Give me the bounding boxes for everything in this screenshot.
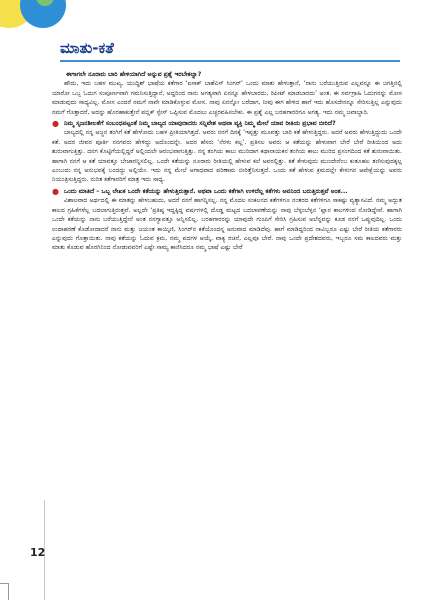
question-2: ನಿಮ್ಮ ಸೃಜನಶೀಲತೆಗೆ ಸಂಬಂಧಪಟ್ಟಂತೆ ನಿಮ್ಮ ಬಾಲ್ಯದ ಯಾವುದಾದರು ಸನ್ನಿವೇಶ ಅಥವಾ ವ್ಯಕ್ತಿ ನಿಮ್ಮ ಮೇಲೆ ಯಾವ ರೀತಿಯ ಪ್ರಭಾವ ಬೀರಿದೆ?	[64, 120, 336, 128]
question-2-row	[52, 119, 402, 128]
bullet-icon: ●	[52, 186, 59, 196]
bullet-icon: ●	[52, 119, 59, 129]
question-3-row	[52, 187, 402, 196]
answer-1: ಹೌದು, ಇದು ಬಹಳ ಮುಖ್ಯ. ಯುದ್ಧಿಶ್ ಭಾಷೆಯ ಕತೆಗಾರ ‘ಐಸಾಕ್ ಬಾಶೆವಿಸ್ ಸಿಂಗರ್’ ಒಂದು ಮಾತು ಹೇಳುತ್ತಾನೆ, ‘ನಾನು ಬರೆಯುತ್ತಿರುವ ಎಲ್ಲವನ್ನೂ ಈ ಜಗತ್ತಿನಲ್ಲಿ ಯಾರೋ ಒಬ್ಬ ಓದುಗ ಸಂಪೂರ್ಣವಾಗಿ ಗಮನಿಸುತ್ತಿದ್ದಾನೆ, ಅದ್ದರಿಂದ ನಾನು ಅಗತ್ಯವಾಗಿ ಏನನ್ನೂ ಹೇಳಬಾರದು, ರಿಪೀಟ್ ಮಾಡಬಾರದು’ ಅಂತ. ಈ ಸರ್ವಗ್ರಾಹಿ ಓದುಗನನ್ನು ಮೋಸ ಮಾಡುವುದು ಸಾಧ್ಯವಿಲ್ಲ. ಮೋಸ ಎಂದರೆ ನಮಗೆ ನಾವೇ ಮಾಡಿಕೊಳ್ಳುವ ಮೋಸ. ನಾವು ಏನನ್ನೋ ಬರೆದಾಗ, ನೀವು ಈಗ ಹೇಳಿದ ಹಾಗೆ ಇದು ಹೊಸದೇನನ್ನೂ ಸೇರಿಸುತ್ತಿಲ್ಲ ಎನ್ನುವುದು ನಮಗೆ ಗೊತ್ತಾದರೆ, ಅದನ್ನು ಹೊರಹಾಕುತ್ತೇನೆ ಪಬ್ಲಿಕ್ ಸ್ಪೇಸ್ ಒಪ್ಪಿಸುವ ಮೊದಲು ಎಚ್ಚರವಹಿಸಬೇಕು. ಈ ಪ್ರಶ್ನೆ ಎಲ್ಲ ಬರಹಗಾರರಿಗೂ ಅಗತ್ಯ. ಇದು ನಮ್ಮ ಜವಾಬ್ದಾರಿ.	[52, 80, 402, 116]
page-header	[60, 38, 400, 62]
question-1: ಈಗಾಗಲೇ ನೂರಾರು ಬಾರಿ ಹೇಳಿಯಾಗಿದೆ ಅನ್ನುವ ಪ್ರಶ್ನೆ ಇರಬೇಕಲ್ವಾ?	[66, 71, 202, 78]
answer-2: ಬಾಲ್ಯದಲ್ಲಿ ನನ್ನ ಅಜ್ಜನ ತಂಗಿಗೆ ಕತೆ ಹೇಳೋದು ಬಹಳ ಪ್ರೀತಿಯಾಗಿತ್ತದೆ. ಅವರು ನನಗೆ ದಿನಕ್ಕೆ ‘ಇಪ್ಪತ್ತು ಮೂವತ್ತು ಬಾರಿ ಕತೆ ಹೇಳುತ್ತಿದ್ದರು. ಅದರೆ ಅವರು ಹೇಳುತ್ತಿದ್ದುದು ಒಂದೇ ಕತೆ. ಅದರ ಜೀವನ ಪೂರ್ತಿ ನನಗವರು ಹೇಳಿದ್ದು ಅದೊಂದನ್ನೇ. ಅದರ ಹೆಸರು ‘ನೆರಳು ಕಲ್ಲ’. ಪ್ರತಿಸಲ ಅವರು ಆ ಕತೆಯನ್ನು ಹೇಳುವಾಗ ಬೇರೆ ಬೇರೆ ರೀತಿಯಿಂದ ಅದು ಶುರುವಾಗುತ್ತಿತ್ತು. ದನಗ ಕೊಟ್ಟಿಗೆಯಲ್ಲಿದ್ದರೆ ಅಲ್ಲಿಂದಲೇ ಆರಂಭವಾಗುತ್ತಿತ್ತು. ನನ್ನ ತಂಗಿಯ ಕಾಲು ಮುರಿದಾಗ ಕಥಾನಾಯಕನ ತಂಗಿಯ ಕಾಲು ಮುರಿದ ಪ್ರಸಂಗದಿಂದ ಕತೆ ಶುರುವಾಯಿತು. ಹಾಗಾಗಿ ನನಗೆ ಆ ಕತೆ ಯಾವತ್ತೂ ಬೇಜಾರನ್ನಿಸಲಿಲ್ಲ. ಒಂದೇ ಕತೆಯನ್ನು ನೂರಾರು ರೀತಿಯಲ್ಲಿ ಹೇಳುವ ಕಲೆ ಅವರಲ್ಲಿತ್ತು. ಕತೆ ಕೇಳುವುದು ಮುಂದೇನೆಂಬ ಕುತೂಹಲ ತಣಿಸುವುದಕ್ಕಲ್ಲ ಎಂಬುದು ನನ್ನ ಅನುಭವಕ್ಕೆ ಬಂದದ್ದು ಅಲ್ಲಿಯೇ. ಇದು ನನ್ನ ಮೇಲೆ ಅಗಾಧವಾದ ಪರಿಣಾಮ ಬೀರಿತ್ತೆನಿಸುತ್ತದೆ. ಒಂದು ಕತೆ ಹೇಳುವ ಕ್ರಮದಲ್ಲೇ ಕೇಳುಗನ ಆಪೇಕ್ಷೆಯನ್ನು ಅವರು ನಿಯಂತ್ರಿಸುತ್ತಿದ್ದರು. ನುರಿತ ಕತೆಗಾರರಿಗೆ ಮಾತ್ರ ಇದು ಸಾಧ್ಯ.	[52, 129, 402, 184]
crop-mark-vertical	[8, 583, 9, 600]
answer-3: ವಿಶಾಲವಾದ ಅರ್ಥದಲ್ಲಿ ಈ ಮಾತನ್ನು ಹೇಳಬಹುದು, ಅದರೆ ನನಗೆ ಹಾಗನ್ನಿಸಲ್ಲ. ನನ್ನ ಮೊದಲ ಸಂಕಲನದ ಕತೆಗಳಿಗೂ ನಂತರದ ಕತೆಗಳಿಗೂ ಸಾಕಷ್ಟು ವ್ಯತ್ಯಾಸವಿದೆ. ನಮ್ಮ ಅದ್ಭುತ ಕಾಲದ ಗ್ರಹಿಕೆಗಳೆಲ್ಲ ಬದಲಾಗುತ್ತಿರುತ್ತವೆ. ಅಲ್ಲದೇ ‘ಪ್ರತಿಷ್ಠ ಇದ್ದಕ್ಕಿದ್ದ ವರ್ಷಗಳಲ್ಲಿ ದೊಡ್ಡ ಮಟ್ಟದ ಬದಲಾವಣೆಯನ್ನು ನಾವು ಬೆಳ್ಳಂಬೆಳ್ಳನ ‘ಪ್ಲಾನ ಕಾಲಗಳಿಂದ ನೋಡಿದ್ದೇವೆ. ಹಾಗಾಗಿ ಒಂದೇ ಕತೆಯನ್ನು ನಾನು ಬರೆಯುತ್ತಿದ್ದೇನೆ ಅಂತ ನನಗ್ಯಾವತ್ತೂ ಅನ್ನಿಸಲಿಲ್ಲ. ಬರಹಗಾರರನ್ನು ಯಾವುದೇ ಗುಂಪಿಗೆ ಸೇರಿಸಿ ಗ್ರಹಿಸುವ ಅಲೆನ್ನವನ್ನು ಕೂಡ ನನಗೆ ಒಪ್ಪುವುದಿಲ್ಲ. ಒಂದು ಉದಾಹರಣೆ ಕೊಡೋದಾದರೆ ನಾನು ಮತ್ತು ಜಯಂತ ಕಾಯ್ಕಿಣಿ, ಸಿಂಗರ್‌ನ ಕತೆಯೊಂದನ್ನ ಅನುವಾದ ಮಾಡಿದೆವು. ಹಾಗೆ ಮಾಡಿದ್ದರಿಂದ ನಾವಿಬ್ಬರೂ ಎಷ್ಟು ಬೇರೆ ರೀತಿಯ ಕತೆಗಾರರು ಎನ್ನುವುದು ಗೊತ್ತಾಯಿತು. ನಾವು ಕತೆಯನ್ನು ಓದುವ ಕ್ರಮ, ನಮ್ಮ ಪದಗಳ ಆಯ್ಕೆ, ವಾಕ್ಯ ರಚನೆ, ಎಲ್ಲವೂ ಬೇರೆ. ನಾವು ಒಂದೇ ಪ್ರದೇಶದವರು, ಇಬ್ಬರೂ ಸಮ ಕಾಲದವರು ಮತ್ತು ಮಾತು ಕೊಡುವ ಹೊರಗಿನಿಂದ ನೋಡುವವರಿಗೆ ಎಷ್ಟೇ ಸಾಮ್ಯ ಕಾಣಿಸಿದರೂ ನಮ್ಮ ಭಾಷೆ ಎಷ್ಟು ಬೇರೆ	[52, 197, 402, 252]
page-title: ಮಾತು-ಕತೆ	[60, 39, 114, 57]
crop-mark-horizontal	[0, 583, 9, 584]
article-body	[52, 70, 402, 590]
title-underline	[60, 60, 400, 62]
page-number: 12	[30, 546, 46, 559]
question-3: ಒಂದು ಮಾತಿದೆ – ಒಬ್ಬ ಲೇಖಕ ಒಂದೇ ಕತೆಯನ್ನು ಹೇಳುತ್ತಿರುತ್ತಾನೆ. ಅಥವಾ ಒಂದು ಕತೆಗಾಗಿ ಉಳಿದೆಲ್ಲ ಕತೆಗಳು ಅವನಿಂದ ಬರುತ್ತಿರುತ್ತವೆ ಅಂತ...	[64, 187, 348, 195]
